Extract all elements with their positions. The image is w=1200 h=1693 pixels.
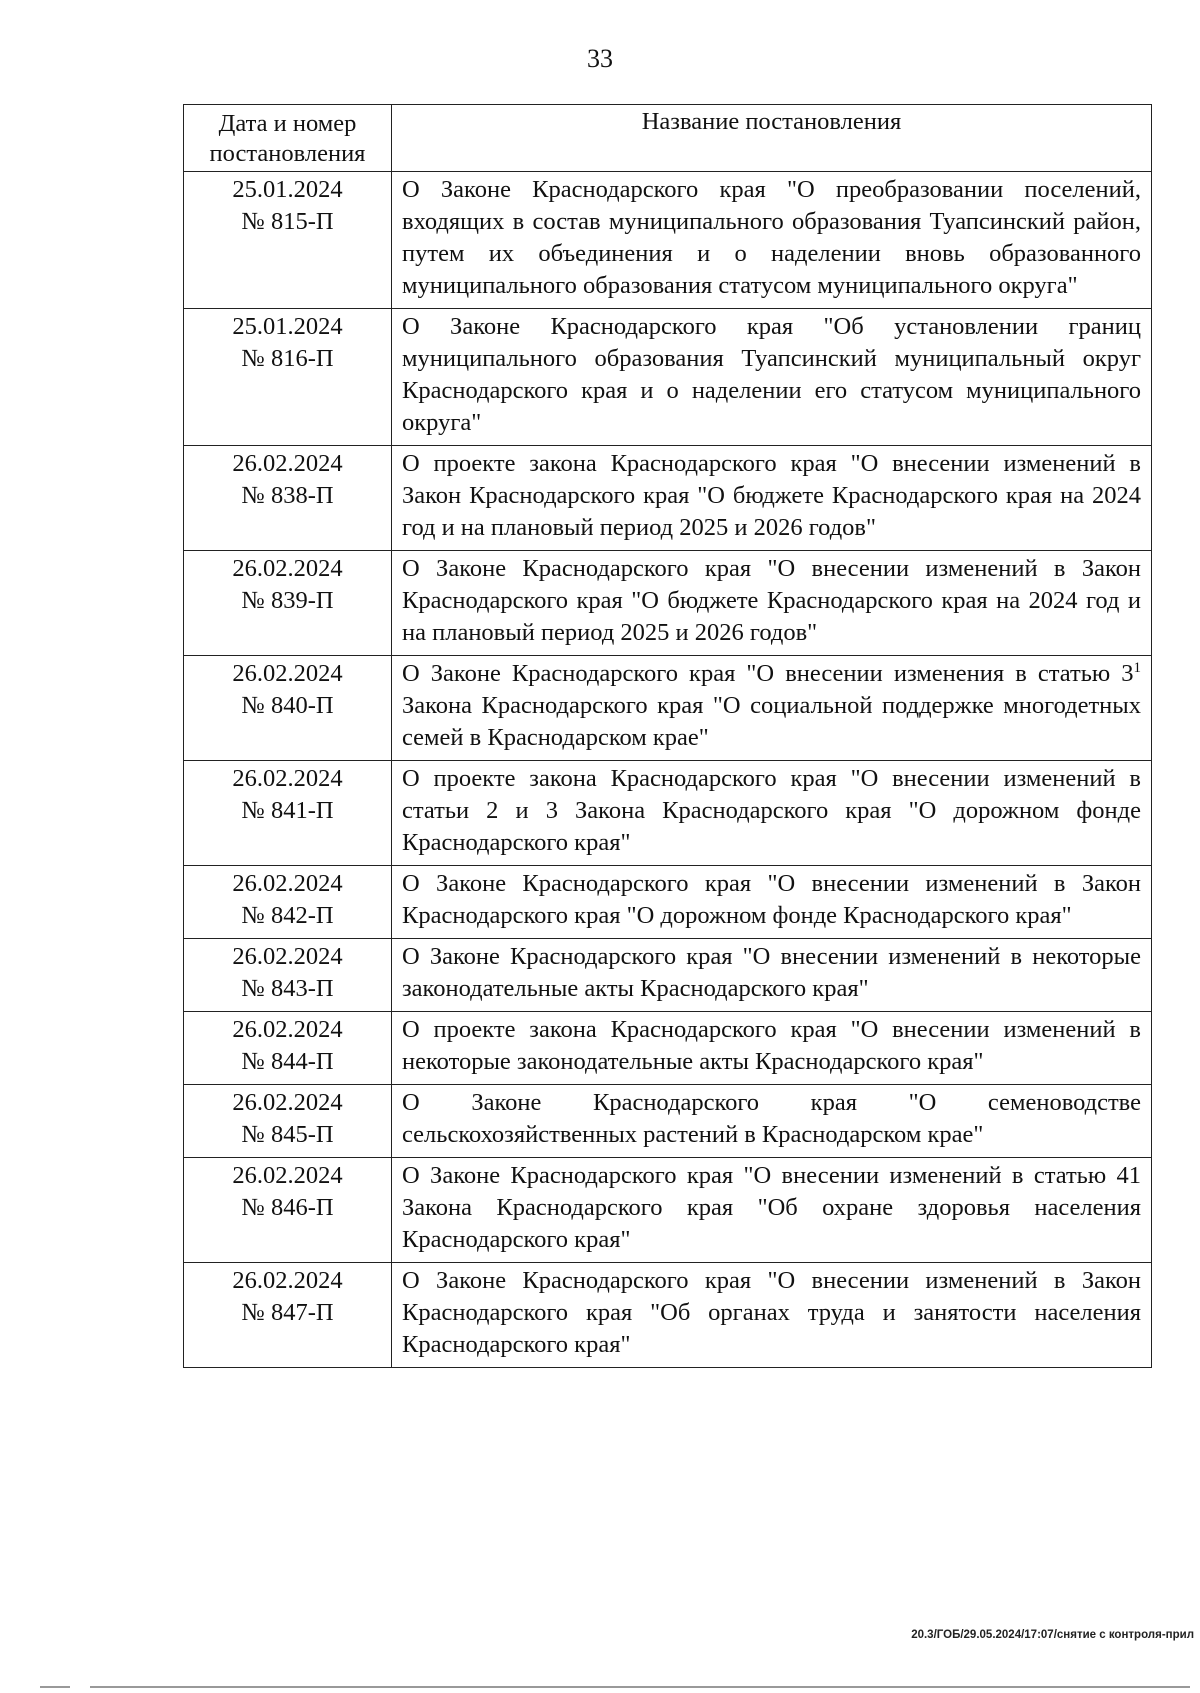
row-title-part: Закона Краснодарского края "О социальной поддержке многодетных семей в Краснодарском крае"	[402, 692, 1141, 751]
row-number: № 838-П	[241, 482, 334, 509]
row-number: № 839-П	[241, 587, 334, 614]
row-title: О проекте закона Краснодарского края "О внесении изменений в некоторые законодательные акты Краснодарского края"	[392, 1012, 1152, 1085]
row-title: О Законе Краснодарского края "Об установлении границ муниципального образования Туапсинский муниципальный округ Краснодарского края и о наделении его статусом муниципального округа"	[392, 309, 1152, 446]
row-date: 26.02.2024	[232, 1267, 343, 1294]
row-number: № 842-П	[241, 902, 334, 929]
row-title: О Законе Краснодарского края "О внесении изменений в статью 41 Закона Краснодарского края "Об охране здоровья населения Краснодарского края"	[392, 1158, 1152, 1263]
row-date-number	[184, 1012, 392, 1085]
table-row	[184, 172, 1152, 309]
row-date-number	[184, 551, 392, 656]
table-header-row	[184, 105, 1152, 172]
row-title-superscript: 1	[1133, 660, 1141, 676]
table-row	[184, 866, 1152, 939]
row-title: О Законе Краснодарского края "О внесении изменений в Закон Краснодарского края "О дорожном фонде Краснодарского края"	[392, 866, 1152, 939]
row-date-number	[184, 309, 392, 446]
row-date-number	[184, 761, 392, 866]
row-date: 26.02.2024	[232, 1089, 343, 1116]
row-title: О Законе Краснодарского края "О внесении изменений в некоторые законодательные акты Краснодарского края"	[392, 939, 1152, 1012]
row-title: О проекте закона Краснодарского края "О внесении изменений в Закон Краснодарского края "О бюджете Краснодарского края на 2024 год и на плановый период 2025 и 2026 годов"	[392, 446, 1152, 551]
row-date: 26.02.2024	[232, 450, 343, 477]
row-number: № 840-П	[241, 692, 334, 719]
resolutions-table	[183, 104, 1152, 1368]
row-title: О Законе Краснодарского края "О внесении изменений в Закон Краснодарского края "О бюджете Краснодарского края на 2024 год и на плановый период 2025 и 2026 годов"	[392, 551, 1152, 656]
row-title: О проекте закона Краснодарского края "О внесении изменений в статьи 2 и 3 Закона Краснодарского края "О дорожном фонде Краснодарского края"	[392, 761, 1152, 866]
row-date-number	[184, 1158, 392, 1263]
row-number: № 847-П	[241, 1299, 334, 1326]
row-title: О Законе Краснодарского края "О внесении изменений в Закон Краснодарского края "Об органах труда и занятости населения Краснодарского края"	[392, 1263, 1152, 1368]
page-number: 33	[587, 44, 613, 73]
row-number: № 844-П	[241, 1048, 334, 1075]
row-number: № 843-П	[241, 975, 334, 1002]
row-title-part: О Законе Краснодарского края "О внесении изменения в статью 3	[402, 660, 1134, 687]
table-row	[184, 1085, 1152, 1158]
row-date-number	[184, 866, 392, 939]
row-date: 26.02.2024	[232, 870, 343, 897]
scan-artifact-line	[90, 1686, 960, 1688]
table-row	[184, 761, 1152, 866]
row-date: 26.02.2024	[232, 1162, 343, 1189]
row-date: 26.02.2024	[232, 660, 343, 687]
table-row	[184, 939, 1152, 1012]
row-number: № 845-П	[241, 1121, 334, 1148]
table-row	[184, 1012, 1152, 1085]
scan-artifact-line	[40, 1686, 70, 1688]
row-number: № 841-П	[241, 797, 334, 824]
header-date-number: Дата и номер постановления	[184, 105, 392, 172]
row-number: № 846-П	[241, 1194, 334, 1221]
row-date-number	[184, 656, 392, 761]
row-date: 26.02.2024	[232, 1016, 343, 1043]
row-date-number	[184, 172, 392, 309]
row-date: 26.02.2024	[232, 765, 343, 792]
row-date: 26.02.2024	[232, 943, 343, 970]
table-row	[184, 1158, 1152, 1263]
table-row	[184, 551, 1152, 656]
row-title	[392, 656, 1152, 761]
header-title: Название постановления	[392, 105, 1152, 172]
table-row	[184, 656, 1152, 761]
table-row	[184, 446, 1152, 551]
row-number: № 815-П	[241, 208, 334, 235]
row-date-number	[184, 939, 392, 1012]
row-title: О Законе Краснодарского края "О преобразовании поселений, входящих в состав муниципального образования Туапсинский район, путем их объединения и о наделении вновь образованного муниципального образования статусом муниципального округа"	[392, 172, 1152, 309]
table-row	[184, 1263, 1152, 1368]
row-date: 26.02.2024	[232, 555, 343, 582]
row-title: О Законе Краснодарского края "О семеноводстве сельскохозяйственных растений в Краснодарском крае"	[392, 1085, 1152, 1158]
row-date-number	[184, 1263, 392, 1368]
row-number: № 816-П	[241, 345, 334, 372]
row-date: 25.01.2024	[232, 176, 343, 203]
footer-stamp: 20.3/ГОБ/29.05.2024/17:07/снятие с контроля-прил	[911, 1629, 1194, 1641]
table-row	[184, 309, 1152, 446]
scan-artifact-line	[960, 1686, 1190, 1688]
row-date-number	[184, 1085, 392, 1158]
row-date-number	[184, 446, 392, 551]
row-date: 25.01.2024	[232, 313, 343, 340]
